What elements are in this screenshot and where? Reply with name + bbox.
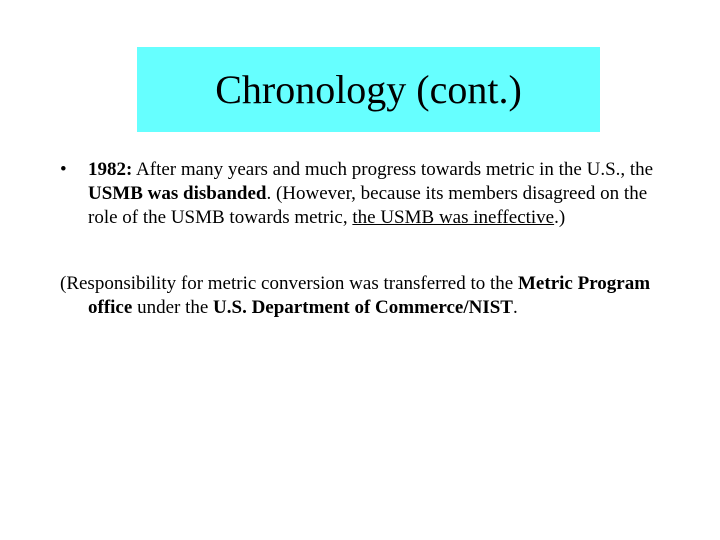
para-metric-program-office: Metric Program office <box>88 273 651 318</box>
bullet-year: 1982: <box>88 159 133 180</box>
slide-title: Chronology (cont.) <box>215 66 522 112</box>
bullet-item <box>60 158 670 230</box>
para-text-part-1: (Responsibility for metric conversion was transferred to the <box>60 273 518 294</box>
para-text-part-3: . <box>512 297 518 318</box>
title-banner <box>137 47 600 132</box>
bullet-marker: • <box>60 159 67 180</box>
bullet-text <box>88 158 670 230</box>
responsibility-paragraph <box>60 272 670 320</box>
para-text-part-2: under the <box>132 297 214 318</box>
bullet-text-part-2: . (However, because its members disagreed on the role of the USMB towards metric, <box>88 183 648 228</box>
bullet-list <box>60 158 670 230</box>
bullet-text-part-1: After many years and much progress towards metric in the U.S., the <box>132 159 654 180</box>
bullet-usmb-disbanded: USMB was disbanded <box>88 183 267 204</box>
para-department: U.S. Department of Commerce/NIST <box>213 297 513 318</box>
bullet-usmb-ineffective: the USMB was ineffective <box>352 207 555 228</box>
bullet-text-part-3: .) <box>554 207 566 228</box>
